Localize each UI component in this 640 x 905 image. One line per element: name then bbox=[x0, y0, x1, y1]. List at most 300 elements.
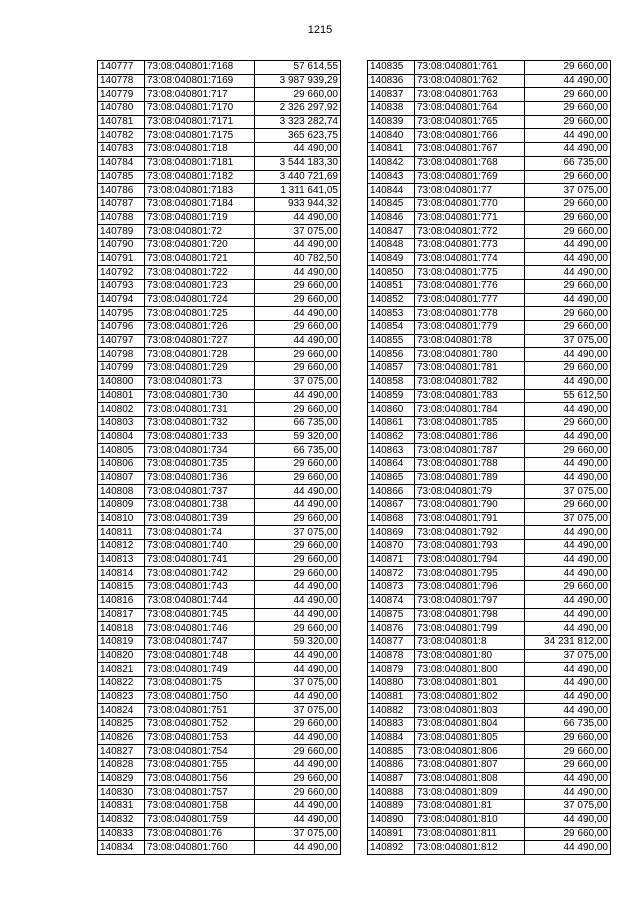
row-number-cell: 140783 bbox=[98, 143, 145, 157]
table-row bbox=[98, 362, 341, 376]
cadastral-value-cell: 44 490,00 bbox=[255, 266, 341, 280]
row-number-cell: 140874 bbox=[368, 594, 415, 608]
cadastral-value-cell: 29 660,00 bbox=[255, 512, 341, 526]
cadastral-number-cell: 73:08:040801:7184 bbox=[145, 197, 255, 211]
table-row bbox=[368, 430, 611, 444]
table-row bbox=[368, 512, 611, 526]
cadastral-number-cell: 73:08:040801:717 bbox=[145, 88, 255, 102]
cadastral-number-cell: 73:08:040801:812 bbox=[415, 841, 525, 855]
cadastral-value-cell: 37 075,00 bbox=[255, 526, 341, 540]
row-number-cell: 140786 bbox=[98, 184, 145, 198]
cadastral-value-cell: 44 490,00 bbox=[255, 731, 341, 745]
cadastral-number-cell: 73:08:040801:790 bbox=[415, 499, 525, 513]
cadastral-value-cell: 44 490,00 bbox=[255, 594, 341, 608]
table-row bbox=[368, 225, 611, 239]
cadastral-value-cell: 57 614,55 bbox=[255, 61, 341, 75]
table-row bbox=[368, 759, 611, 773]
cadastral-value-cell: 34 231 812,00 bbox=[525, 635, 611, 649]
cadastral-number-cell: 73:08:040801:749 bbox=[145, 663, 255, 677]
table-row bbox=[98, 156, 341, 170]
cadastral-number-cell: 73:08:040801:734 bbox=[145, 444, 255, 458]
table-row bbox=[368, 622, 611, 636]
table-row bbox=[98, 512, 341, 526]
table-row bbox=[98, 252, 341, 266]
cadastral-value-cell: 29 660,00 bbox=[255, 348, 341, 362]
cadastral-value-cell: 44 490,00 bbox=[255, 841, 341, 855]
cadastral-number-cell: 73:08:040801:729 bbox=[145, 362, 255, 376]
cadastral-number-cell: 73:08:040801:76 bbox=[145, 827, 255, 841]
cadastral-value-cell: 44 490,00 bbox=[525, 608, 611, 622]
cadastral-number-cell: 73:08:040801:727 bbox=[145, 334, 255, 348]
cadastral-number-cell: 73:08:040801:786 bbox=[415, 430, 525, 444]
table-row bbox=[98, 540, 341, 554]
row-number-cell: 140860 bbox=[368, 403, 415, 417]
cadastral-value-cell: 37 075,00 bbox=[525, 334, 611, 348]
cadastral-number-cell: 73:08:040801:803 bbox=[415, 704, 525, 718]
table-row bbox=[98, 581, 341, 595]
table-row bbox=[368, 635, 611, 649]
cadastral-value-cell: 29 660,00 bbox=[255, 403, 341, 417]
cadastral-number-cell: 73:08:040801:752 bbox=[145, 718, 255, 732]
cadastral-number-cell: 73:08:040801:773 bbox=[415, 238, 525, 252]
table-row bbox=[98, 594, 341, 608]
row-number-cell: 140824 bbox=[98, 704, 145, 718]
table-row bbox=[368, 403, 611, 417]
cadastral-number-cell: 73:08:040801:782 bbox=[415, 375, 525, 389]
table-row bbox=[98, 293, 341, 307]
table-row bbox=[98, 238, 341, 252]
cadastral-number-cell: 73:08:040801:797 bbox=[415, 594, 525, 608]
table-row bbox=[368, 608, 611, 622]
table-row bbox=[98, 567, 341, 581]
table-row bbox=[98, 635, 341, 649]
row-number-cell: 140872 bbox=[368, 567, 415, 581]
cadastral-number-cell: 73:08:040801:78 bbox=[415, 334, 525, 348]
row-number-cell: 140806 bbox=[98, 457, 145, 471]
row-number-cell: 140880 bbox=[368, 676, 415, 690]
cadastral-value-cell: 44 490,00 bbox=[255, 307, 341, 321]
table-row bbox=[368, 457, 611, 471]
cadastral-number-cell: 73:08:040801:740 bbox=[145, 540, 255, 554]
cadastral-number-cell: 73:08:040801:776 bbox=[415, 280, 525, 294]
row-number-cell: 140861 bbox=[368, 416, 415, 430]
row-number-cell: 140837 bbox=[368, 88, 415, 102]
table-row bbox=[368, 61, 611, 75]
cadastral-value-cell: 37 075,00 bbox=[525, 649, 611, 663]
cadastral-number-cell: 73:08:040801:793 bbox=[415, 540, 525, 554]
cadastral-value-cell: 29 660,00 bbox=[525, 197, 611, 211]
cadastral-value-cell: 29 660,00 bbox=[525, 307, 611, 321]
row-number-cell: 140801 bbox=[98, 389, 145, 403]
cadastral-value-cell: 29 660,00 bbox=[255, 718, 341, 732]
cadastral-number-cell: 73:08:040801:748 bbox=[145, 649, 255, 663]
cadastral-value-cell: 37 075,00 bbox=[255, 375, 341, 389]
cadastral-value-cell: 44 490,00 bbox=[525, 567, 611, 581]
table-row bbox=[98, 663, 341, 677]
cadastral-value-cell: 3 323 282,74 bbox=[255, 115, 341, 129]
cadastral-number-cell: 73:08:040801:754 bbox=[145, 745, 255, 759]
cadastral-value-cell: 44 490,00 bbox=[255, 581, 341, 595]
cadastral-value-cell: 44 490,00 bbox=[255, 334, 341, 348]
cadastral-number-cell: 73:08:040801:8 bbox=[415, 635, 525, 649]
table-row bbox=[368, 321, 611, 335]
table-row bbox=[368, 704, 611, 718]
cadastral-number-cell: 73:08:040801:781 bbox=[415, 362, 525, 376]
table-row bbox=[98, 280, 341, 294]
row-number-cell: 140844 bbox=[368, 184, 415, 198]
table-row bbox=[368, 594, 611, 608]
cadastral-value-cell: 29 660,00 bbox=[525, 61, 611, 75]
cadastral-value-cell: 29 660,00 bbox=[525, 280, 611, 294]
cadastral-value-cell: 1 311 641,05 bbox=[255, 184, 341, 198]
table-row bbox=[368, 676, 611, 690]
cadastral-value-cell: 29 660,00 bbox=[255, 457, 341, 471]
cadastral-value-cell: 29 660,00 bbox=[525, 827, 611, 841]
cadastral-value-cell: 37 075,00 bbox=[525, 485, 611, 499]
row-number-cell: 140835 bbox=[368, 61, 415, 75]
cadastral-number-cell: 73:08:040801:777 bbox=[415, 293, 525, 307]
row-number-cell: 140878 bbox=[368, 649, 415, 663]
cadastral-number-cell: 73:08:040801:768 bbox=[415, 156, 525, 170]
row-number-cell: 140810 bbox=[98, 512, 145, 526]
table-row bbox=[98, 813, 341, 827]
table-row bbox=[98, 348, 341, 362]
cadastral-number-cell: 73:08:040801:756 bbox=[145, 772, 255, 786]
row-number-cell: 140830 bbox=[98, 786, 145, 800]
cadastral-number-cell: 73:08:040801:725 bbox=[145, 307, 255, 321]
table-row bbox=[368, 581, 611, 595]
table-row bbox=[368, 649, 611, 663]
row-number-cell: 140884 bbox=[368, 731, 415, 745]
row-number-cell: 140803 bbox=[98, 416, 145, 430]
table-row bbox=[368, 143, 611, 157]
table-row bbox=[98, 553, 341, 567]
table-row bbox=[368, 786, 611, 800]
cadastral-value-cell: 44 490,00 bbox=[255, 389, 341, 403]
cadastral-value-cell: 29 660,00 bbox=[255, 553, 341, 567]
row-number-cell: 140875 bbox=[368, 608, 415, 622]
table-row bbox=[368, 499, 611, 513]
cadastral-value-cell: 44 490,00 bbox=[525, 348, 611, 362]
cadastral-number-cell: 73:08:040801:800 bbox=[415, 663, 525, 677]
row-number-cell: 140873 bbox=[368, 581, 415, 595]
row-number-cell: 140819 bbox=[98, 635, 145, 649]
row-number-cell: 140848 bbox=[368, 238, 415, 252]
cadastral-number-cell: 73:08:040801:723 bbox=[145, 280, 255, 294]
cadastral-number-cell: 73:08:040801:791 bbox=[415, 512, 525, 526]
cadastral-number-cell: 73:08:040801:7170 bbox=[145, 102, 255, 116]
cadastral-value-cell: 44 490,00 bbox=[255, 485, 341, 499]
cadastral-value-cell: 59 320,00 bbox=[255, 430, 341, 444]
cadastral-value-cell: 29 660,00 bbox=[255, 540, 341, 554]
cadastral-number-cell: 73:08:040801:788 bbox=[415, 457, 525, 471]
cadastral-number-cell: 73:08:040801:811 bbox=[415, 827, 525, 841]
cadastral-number-cell: 73:08:040801:778 bbox=[415, 307, 525, 321]
table-row bbox=[368, 827, 611, 841]
cadastral-number-cell: 73:08:040801:804 bbox=[415, 718, 525, 732]
row-number-cell: 140777 bbox=[98, 61, 145, 75]
row-number-cell: 140802 bbox=[98, 403, 145, 417]
table-row bbox=[368, 813, 611, 827]
row-number-cell: 140856 bbox=[368, 348, 415, 362]
cadastral-value-cell: 37 075,00 bbox=[525, 184, 611, 198]
cadastral-value-cell: 44 490,00 bbox=[525, 526, 611, 540]
cadastral-value-cell: 44 490,00 bbox=[255, 499, 341, 513]
row-number-cell: 140843 bbox=[368, 170, 415, 184]
table-row bbox=[98, 170, 341, 184]
table-row bbox=[368, 471, 611, 485]
row-number-cell: 140804 bbox=[98, 430, 145, 444]
table-row bbox=[98, 321, 341, 335]
cadastral-value-cell: 44 490,00 bbox=[525, 403, 611, 417]
table-row bbox=[368, 348, 611, 362]
row-number-cell: 140807 bbox=[98, 471, 145, 485]
row-number-cell: 140815 bbox=[98, 581, 145, 595]
table-row bbox=[98, 143, 341, 157]
cadastral-number-cell: 73:08:040801:750 bbox=[145, 690, 255, 704]
cadastral-value-cell: 29 660,00 bbox=[525, 444, 611, 458]
cadastral-number-cell: 73:08:040801:798 bbox=[415, 608, 525, 622]
row-number-cell: 140882 bbox=[368, 704, 415, 718]
cadastral-number-cell: 73:08:040801:757 bbox=[145, 786, 255, 800]
row-number-cell: 140863 bbox=[368, 444, 415, 458]
cadastral-value-cell: 29 660,00 bbox=[525, 731, 611, 745]
table-row bbox=[98, 416, 341, 430]
row-number-cell: 140778 bbox=[98, 74, 145, 88]
cadastral-value-cell: 29 660,00 bbox=[525, 88, 611, 102]
row-number-cell: 140847 bbox=[368, 225, 415, 239]
row-number-cell: 140865 bbox=[368, 471, 415, 485]
cadastral-number-cell: 73:08:040801:735 bbox=[145, 457, 255, 471]
cadastral-value-cell: 44 490,00 bbox=[255, 690, 341, 704]
table-row bbox=[98, 841, 341, 855]
table-row bbox=[98, 74, 341, 88]
row-number-cell: 140792 bbox=[98, 266, 145, 280]
row-number-cell: 140891 bbox=[368, 827, 415, 841]
table-row bbox=[368, 211, 611, 225]
row-number-cell: 140889 bbox=[368, 800, 415, 814]
cadastral-number-cell: 73:08:040801:737 bbox=[145, 485, 255, 499]
table-row bbox=[368, 88, 611, 102]
row-number-cell: 140800 bbox=[98, 375, 145, 389]
cadastral-number-cell: 73:08:040801:783 bbox=[415, 389, 525, 403]
table-row bbox=[368, 129, 611, 143]
cadastral-number-cell: 73:08:040801:74 bbox=[145, 526, 255, 540]
table-row bbox=[368, 540, 611, 554]
table-row bbox=[98, 197, 341, 211]
cadastral-number-cell: 73:08:040801:759 bbox=[145, 813, 255, 827]
row-number-cell: 140853 bbox=[368, 307, 415, 321]
cadastral-number-cell: 73:08:040801:726 bbox=[145, 321, 255, 335]
cadastral-value-cell: 44 490,00 bbox=[255, 813, 341, 827]
row-number-cell: 140892 bbox=[368, 841, 415, 855]
cadastral-value-cell: 3 987 939,29 bbox=[255, 74, 341, 88]
cadastral-number-cell: 73:08:040801:746 bbox=[145, 622, 255, 636]
table-row bbox=[368, 156, 611, 170]
cadastral-number-cell: 73:08:040801:796 bbox=[415, 581, 525, 595]
cadastral-value-cell: 44 490,00 bbox=[525, 74, 611, 88]
table-row bbox=[98, 129, 341, 143]
table-row bbox=[368, 74, 611, 88]
cadastral-number-cell: 73:08:040801:75 bbox=[145, 676, 255, 690]
cadastral-value-cell: 3 544 183,30 bbox=[255, 156, 341, 170]
table-row bbox=[98, 334, 341, 348]
cadastral-value-cell: 44 490,00 bbox=[255, 238, 341, 252]
cadastral-number-cell: 73:08:040801:764 bbox=[415, 102, 525, 116]
cadastral-number-cell: 73:08:040801:81 bbox=[415, 800, 525, 814]
table-row bbox=[368, 184, 611, 198]
cadastral-number-cell: 73:08:040801:747 bbox=[145, 635, 255, 649]
cadastral-value-cell: 55 612,50 bbox=[525, 389, 611, 403]
cadastral-value-cell: 44 490,00 bbox=[255, 211, 341, 225]
row-number-cell: 140831 bbox=[98, 800, 145, 814]
table-row bbox=[368, 745, 611, 759]
cadastral-value-cell: 29 660,00 bbox=[255, 88, 341, 102]
cadastral-number-cell: 73:08:040801:731 bbox=[145, 403, 255, 417]
row-number-cell: 140826 bbox=[98, 731, 145, 745]
table-row bbox=[98, 266, 341, 280]
table-row bbox=[98, 499, 341, 513]
table-row bbox=[98, 102, 341, 116]
cadastral-number-cell: 73:08:040801:808 bbox=[415, 772, 525, 786]
table-row bbox=[368, 444, 611, 458]
row-number-cell: 140838 bbox=[368, 102, 415, 116]
cadastral-value-cell: 44 490,00 bbox=[525, 540, 611, 554]
row-number-cell: 140864 bbox=[368, 457, 415, 471]
cadastral-value-cell: 29 660,00 bbox=[525, 102, 611, 116]
row-number-cell: 140825 bbox=[98, 718, 145, 732]
row-number-cell: 140816 bbox=[98, 594, 145, 608]
row-number-cell: 140805 bbox=[98, 444, 145, 458]
row-number-cell: 140883 bbox=[368, 718, 415, 732]
cadastral-number-cell: 73:08:040801:779 bbox=[415, 321, 525, 335]
cadastral-number-cell: 73:08:040801:733 bbox=[145, 430, 255, 444]
cadastral-number-cell: 73:08:040801:761 bbox=[415, 61, 525, 75]
table-row bbox=[368, 102, 611, 116]
cadastral-value-cell: 44 490,00 bbox=[525, 553, 611, 567]
cadastral-value-cell: 44 490,00 bbox=[255, 649, 341, 663]
table-row bbox=[98, 622, 341, 636]
cadastral-value-cell: 59 320,00 bbox=[255, 635, 341, 649]
row-number-cell: 140842 bbox=[368, 156, 415, 170]
row-number-cell: 140839 bbox=[368, 115, 415, 129]
cadastral-value-cell: 29 660,00 bbox=[525, 211, 611, 225]
table-row bbox=[98, 307, 341, 321]
row-number-cell: 140855 bbox=[368, 334, 415, 348]
cadastral-value-cell: 37 075,00 bbox=[525, 800, 611, 814]
cadastral-number-cell: 73:08:040801:758 bbox=[145, 800, 255, 814]
table-row bbox=[98, 704, 341, 718]
cadastral-value-cell: 66 735,00 bbox=[525, 156, 611, 170]
table-row bbox=[368, 690, 611, 704]
cadastral-value-cell: 44 490,00 bbox=[525, 129, 611, 143]
row-number-cell: 140862 bbox=[368, 430, 415, 444]
cadastral-number-cell: 73:08:040801:7169 bbox=[145, 74, 255, 88]
table-row bbox=[98, 184, 341, 198]
table-row bbox=[368, 362, 611, 376]
cadastral-number-cell: 73:08:040801:7182 bbox=[145, 170, 255, 184]
left-cadastre-table bbox=[97, 60, 341, 855]
row-number-cell: 140814 bbox=[98, 567, 145, 581]
cadastral-value-cell: 3 440 721,69 bbox=[255, 170, 341, 184]
cadastral-number-cell: 73:08:040801:7168 bbox=[145, 61, 255, 75]
table-row bbox=[368, 252, 611, 266]
cadastral-value-cell: 66 735,00 bbox=[255, 444, 341, 458]
cadastral-number-cell: 73:08:040801:785 bbox=[415, 416, 525, 430]
row-number-cell: 140851 bbox=[368, 280, 415, 294]
cadastral-value-cell: 29 660,00 bbox=[525, 745, 611, 759]
table-row bbox=[98, 827, 341, 841]
cadastral-value-cell: 29 660,00 bbox=[255, 293, 341, 307]
row-number-cell: 140793 bbox=[98, 280, 145, 294]
cadastral-number-cell: 73:08:040801:806 bbox=[415, 745, 525, 759]
row-number-cell: 140798 bbox=[98, 348, 145, 362]
row-number-cell: 140791 bbox=[98, 252, 145, 266]
row-number-cell: 140885 bbox=[368, 745, 415, 759]
cadastral-value-cell: 37 075,00 bbox=[255, 704, 341, 718]
row-number-cell: 140822 bbox=[98, 676, 145, 690]
cadastral-number-cell: 73:08:040801:795 bbox=[415, 567, 525, 581]
table-row bbox=[368, 416, 611, 430]
cadastral-number-cell: 73:08:040801:753 bbox=[145, 731, 255, 745]
cadastral-number-cell: 73:08:040801:774 bbox=[415, 252, 525, 266]
row-number-cell: 140859 bbox=[368, 389, 415, 403]
cadastral-value-cell: 44 490,00 bbox=[525, 663, 611, 677]
cadastral-number-cell: 73:08:040801:72 bbox=[145, 225, 255, 239]
cadastral-number-cell: 73:08:040801:809 bbox=[415, 786, 525, 800]
cadastral-number-cell: 73:08:040801:7181 bbox=[145, 156, 255, 170]
row-number-cell: 140886 bbox=[368, 759, 415, 773]
cadastral-value-cell: 29 660,00 bbox=[255, 622, 341, 636]
row-number-cell: 140789 bbox=[98, 225, 145, 239]
cadastral-number-cell: 73:08:040801:767 bbox=[415, 143, 525, 157]
cadastral-value-cell: 29 660,00 bbox=[525, 362, 611, 376]
row-number-cell: 140812 bbox=[98, 540, 145, 554]
cadastral-number-cell: 73:08:040801:802 bbox=[415, 690, 525, 704]
row-number-cell: 140849 bbox=[368, 252, 415, 266]
table-row bbox=[98, 772, 341, 786]
row-number-cell: 140797 bbox=[98, 334, 145, 348]
table-row bbox=[98, 225, 341, 239]
row-number-cell: 140817 bbox=[98, 608, 145, 622]
table-row bbox=[368, 841, 611, 855]
cadastral-number-cell: 73:08:040801:772 bbox=[415, 225, 525, 239]
table-row bbox=[98, 471, 341, 485]
cadastral-number-cell: 73:08:040801:762 bbox=[415, 74, 525, 88]
row-number-cell: 140834 bbox=[98, 841, 145, 855]
table-row bbox=[368, 197, 611, 211]
cadastral-number-cell: 73:08:040801:77 bbox=[415, 184, 525, 198]
row-number-cell: 140879 bbox=[368, 663, 415, 677]
table-row bbox=[368, 307, 611, 321]
table-row bbox=[98, 211, 341, 225]
cadastral-number-cell: 73:08:040801:7183 bbox=[145, 184, 255, 198]
row-number-cell: 140890 bbox=[368, 813, 415, 827]
cadastral-value-cell: 44 490,00 bbox=[255, 143, 341, 157]
cadastral-value-cell: 66 735,00 bbox=[525, 718, 611, 732]
table-row bbox=[98, 485, 341, 499]
row-number-cell: 140795 bbox=[98, 307, 145, 321]
cadastral-number-cell: 73:08:040801:732 bbox=[145, 416, 255, 430]
table-row bbox=[368, 526, 611, 540]
cadastral-value-cell: 44 490,00 bbox=[525, 813, 611, 827]
table-row bbox=[98, 731, 341, 745]
cadastral-value-cell: 44 490,00 bbox=[525, 594, 611, 608]
table-row bbox=[368, 266, 611, 280]
table-row bbox=[368, 800, 611, 814]
row-number-cell: 140868 bbox=[368, 512, 415, 526]
cadastral-number-cell: 73:08:040801:765 bbox=[415, 115, 525, 129]
